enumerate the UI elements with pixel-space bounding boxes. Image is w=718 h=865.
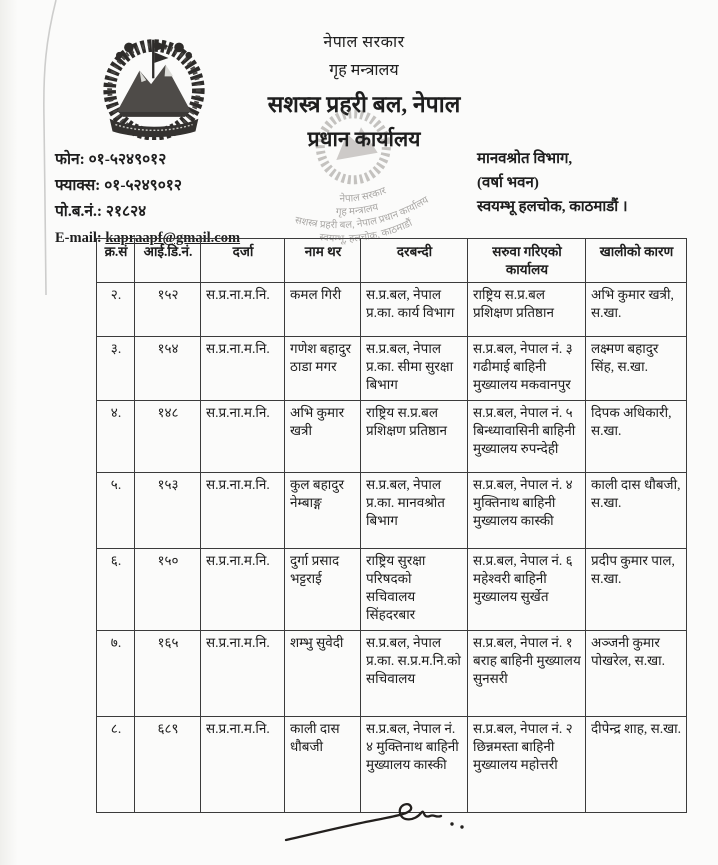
table-cell: ३. [97,337,135,401]
col-header-name: नाम थर [285,239,361,283]
table-row [97,283,687,337]
building-name: (वर्षा भवन) [477,175,539,191]
col-header-vacancy-reason: खालीको कारण [586,239,687,283]
transfer-roster-table [96,238,687,813]
table-cell: स.प्र.बल, नेपाल प्र.का. मानवश्रोत बिभाग [361,473,468,549]
table-cell: दुर्गा प्रसाद भट्टराई [285,549,361,631]
stamp-text-ministry: गृह मन्त्रालय [335,201,380,218]
col-header-rank: दर्जा [201,239,285,283]
table-cell: १६५ [135,631,201,717]
table-row [97,337,687,401]
col-header-id-number: आई.डि.नं. [135,239,201,283]
table-cell: स.प्र.बल, नेपाल प्र.का. कार्य विभाग [361,283,468,337]
table-cell: गणेश बहादुर ठाडा मगर [285,337,361,401]
table-cell: ४. [97,401,135,473]
col-header-transferred-office: सरुवा गरिएको कार्यालय [468,239,586,283]
table-cell: स.प्र.बल, नेपाल नं. ३ गढीमाई बाहिनी मुख्यालय मकवानपुर [468,337,586,401]
col-header-serial: क्र.सं [97,239,135,283]
contact-block [55,147,240,251]
table-cell: स.प्र.बल, नेपाल नं. २ छिन्नमस्ता बाहिनी मुख्यालय महोत्तरी [468,717,586,813]
table-row [97,549,687,631]
table-cell: १५४ [135,337,201,401]
table-cell: स.प्र.बल, नेपाल प्र.का. सीमा सुरक्षा बिभाग [361,337,468,401]
location-line: स्वयम्भू हलचोक, काठमाडौं । [477,199,628,215]
table-cell: कुल बहादुर नेम्बाङ्ग [285,473,361,549]
table-cell: १५० [135,549,201,631]
table-cell: लक्ष्मण बहादुर सिंह, स.खा. [586,337,687,401]
table-cell: स.प्र.ना.म.नि. [201,631,285,717]
table-cell: १५३ [135,473,201,549]
table-cell: १५२ [135,283,201,337]
email-label: E-mail: [55,230,102,246]
table-cell: राष्ट्रिय स.प्र.बल प्रशिक्षण प्रतिष्ठान [468,283,586,337]
table-cell: दिपक अधिकारी, स.खा. [586,401,687,473]
table-cell: ७. [97,631,135,717]
letterhead-office: प्रधान कार्यालय [307,127,421,151]
table-cell: स.प्र.बल, नेपाल नं. ६ महेश्वरी बाहिनी मुख्यालय सुर्खेत [468,549,586,631]
stamp-text-address: स्वयम्भू, हलचोक, काठमाडौं [318,217,415,245]
table-cell: काली दास धौबजी, स.खा. [586,473,687,549]
table-header-row [97,239,687,283]
letterhead [234,30,494,153]
table-row [97,473,687,549]
letterhead-government: नेपाल सरकार [323,34,405,51]
letterhead-ministry: गृह मन्त्रालय [329,62,399,79]
table-cell: १४८ [135,401,201,473]
svg-text:सशस्त्र प्रहरी बल, नेपाल प्रधा [292,192,433,241]
table-cell: ६. [97,549,135,631]
table-cell: स.प्र.ना.म.नि. [201,401,285,473]
table-cell: २. [97,283,135,337]
table-row [97,401,687,473]
table-cell: स.प्र.बल, नेपाल नं. ५ बिन्ध्यावासिनी बाहिनी मुख्यालय रुपन्देही [468,401,586,473]
department-name: मानवश्रोत विभाग, [477,151,573,167]
table-cell: ८. [97,717,135,813]
table-cell: अभि कुमार खत्री [285,401,361,473]
table-cell: दीपेन्द्र शाह, स.खा. [586,717,687,813]
table-cell: ६८९ [135,717,201,813]
table-row [97,631,687,717]
table-cell: स.प्र.बल, नेपाल नं. ४ मुक्तिनाथ बाहिनी मुख्यालय कास्की [468,473,586,549]
fax-line: फ्याक्स: ०१-५२४९०१२ [55,177,182,194]
table-cell: अभि कुमार खत्री, स.खा. [586,283,687,337]
table-cell: स.प्र.बल, नेपाल नं. ४ मुक्तिनाथ बाहिनी मुख्यालय कास्की [361,717,468,813]
stamp-text-organization: सशस्त्र प्रहरी बल, नेपाल प्रधान कार्यालय [293,194,431,232]
svg-text:गृह मन्त्रालय [334,200,380,221]
table-cell: प्रदीप कुमार पाल, स.खा. [586,549,687,631]
table-cell: स.प्र.बल, नेपाल नं. १ बराह बाहिनी मुख्यालय सुनसरी [468,631,586,717]
table-cell: शम्भु सुवेदी [285,631,361,717]
table-cell: स.प्र.बल, नेपाल प्र.का. स.प्र.म.नि.को सचिवालय [361,631,468,717]
nepal-government-emblem-icon [96,32,212,140]
letterhead-organization: सशस्त्र प्रहरी बल, नेपाल [267,92,461,117]
handwritten-signature-icon [278,793,508,853]
table-cell: स.प्र.ना.म.नि. [201,283,285,337]
table-cell: ५. [97,473,135,549]
phone-line: फोन: ०१-५२४९०१२ [55,151,167,168]
table-body [97,283,687,813]
table-cell: स.प्र.ना.म.नि. [201,549,285,631]
table-cell: स.प्र.ना.म.नि. [201,473,285,549]
table-cell: राष्ट्रिय स.प्र.बल प्रशिक्षण प्रतिष्ठान [361,401,468,473]
svg-text:नेपाल सरकार [337,184,389,207]
department-address-block [477,147,628,219]
stamp-text-government: नेपाल सरकार [339,185,388,205]
table-cell: काली दास धौबजी [285,717,361,813]
table-cell: राष्ट्रिय सुरक्षा परिषदको सचिवालय सिंहदरबार [361,549,468,631]
table-cell: स.प्र.ना.म.नि. [201,337,285,401]
po-box-line: पो.ब.नं.: २१८२४ [55,203,147,220]
table-cell: अञ्जनी कुमार पोखरेल, स.खा. [586,631,687,717]
table-cell: स.प्र.ना.म.नि. [201,717,285,813]
email-address: kapraapf@gmail.com [105,230,241,246]
table-cell: कमल गिरी [285,283,361,337]
col-header-posting: दरबन्दी [361,239,468,283]
